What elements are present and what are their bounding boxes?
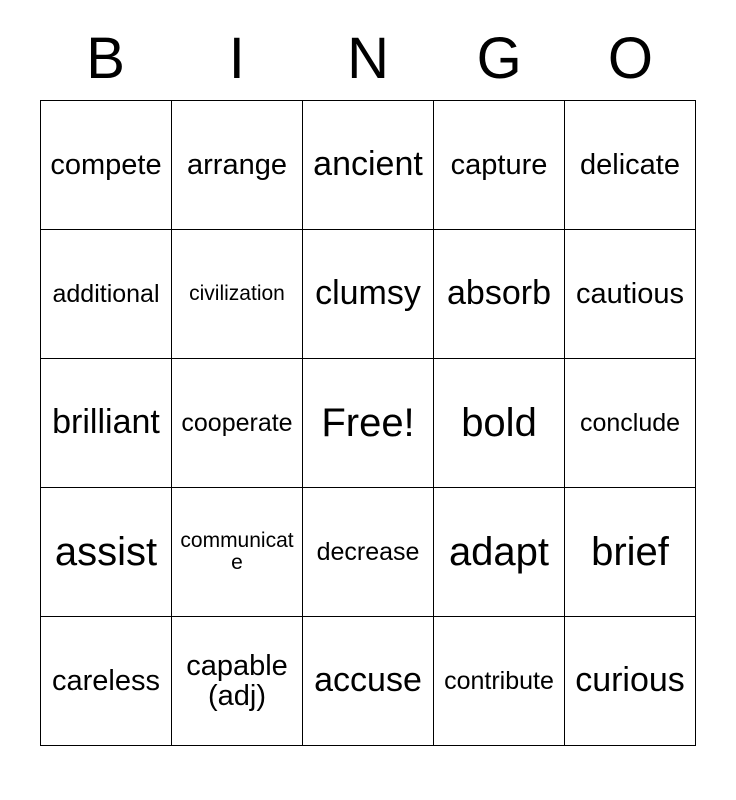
bingo-cell[interactable]: capture bbox=[434, 101, 565, 230]
bingo-cell-free[interactable]: Free! bbox=[303, 359, 434, 488]
bingo-cell[interactable]: capable (adj) bbox=[172, 617, 303, 746]
bingo-cell[interactable]: absorb bbox=[434, 230, 565, 359]
bingo-row bbox=[41, 617, 696, 746]
bingo-cell[interactable]: assist bbox=[41, 488, 172, 617]
bingo-cell[interactable]: arrange bbox=[172, 101, 303, 230]
bingo-cell[interactable]: careless bbox=[41, 617, 172, 746]
bingo-row bbox=[41, 359, 696, 488]
bingo-cell[interactable]: delicate bbox=[565, 101, 696, 230]
bingo-cell[interactable]: curious bbox=[565, 617, 696, 746]
bingo-cell[interactable]: brilliant bbox=[41, 359, 172, 488]
bingo-header bbox=[40, 0, 696, 90]
bingo-cell[interactable]: bold bbox=[434, 359, 565, 488]
bingo-cell[interactable]: decrease bbox=[303, 488, 434, 617]
bingo-cell[interactable]: conclude bbox=[565, 359, 696, 488]
bingo-cell[interactable]: contribute bbox=[434, 617, 565, 746]
bingo-cell[interactable]: civilization bbox=[172, 230, 303, 359]
bingo-cell[interactable]: accuse bbox=[303, 617, 434, 746]
bingo-cell[interactable]: clumsy bbox=[303, 230, 434, 359]
header-letter-g: G bbox=[476, 26, 522, 91]
header-letter-i: I bbox=[228, 26, 245, 91]
bingo-row bbox=[41, 488, 696, 617]
header-letter-n: N bbox=[347, 26, 389, 91]
bingo-row bbox=[41, 101, 696, 230]
bingo-cell[interactable]: adapt bbox=[434, 488, 565, 617]
header-letter-o: O bbox=[607, 26, 653, 91]
bingo-cell[interactable]: additional bbox=[41, 230, 172, 359]
bingo-cell[interactable]: ancient bbox=[303, 101, 434, 230]
bingo-cell[interactable]: brief bbox=[565, 488, 696, 617]
bingo-cell[interactable]: compete bbox=[41, 101, 172, 230]
bingo-grid bbox=[40, 100, 696, 746]
bingo-cell[interactable]: communicate bbox=[172, 488, 303, 617]
header-letter-b: B bbox=[86, 26, 125, 91]
bingo-cell[interactable]: cooperate bbox=[172, 359, 303, 488]
bingo-row bbox=[41, 230, 696, 359]
bingo-cell[interactable]: cautious bbox=[565, 230, 696, 359]
